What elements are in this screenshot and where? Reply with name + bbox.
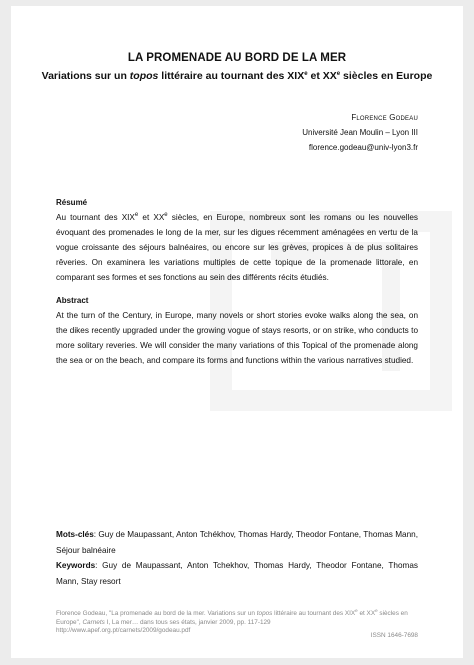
subtitle-text: littéraire au tournant des XIX [158, 70, 305, 82]
author-name: Florence Godeau [351, 113, 418, 122]
article-title: LA PROMENADE AU BORD DE LA MER [127, 52, 347, 64]
resume-text: et XX [138, 213, 165, 222]
resume-superscript: e [164, 212, 168, 218]
subtitle-superscript: e [336, 71, 341, 77]
keywords-fr-label: Mots-clés [56, 530, 94, 539]
citation-text: I, La mer… dans tous ses états, janvier 2009, pp. 117-129 [104, 618, 271, 626]
author-block [302, 110, 418, 155]
article-subtitle [0, 70, 474, 82]
citation-superscript: e [355, 608, 358, 613]
abstract-heading: Abstract [56, 296, 89, 305]
resume-text: Au tournant des XIX [56, 213, 135, 222]
citation-text: littéraire au tournant des XIX [272, 610, 356, 618]
author-email: florence.godeau@univ-lyon3.fr [308, 143, 418, 152]
resume-superscript: e [134, 212, 139, 218]
subtitle-text: siècles en Europe [340, 70, 433, 82]
resume-body [56, 210, 418, 285]
citation-text: siècles en Europe", [56, 610, 408, 626]
citation-url[interactable]: http://www.apef.org.pt/carnets/2009/godeau.pdf [56, 626, 191, 634]
resume-heading: Résumé [56, 198, 88, 207]
citation-superscript: e [375, 608, 378, 613]
subtitle-text: Variations sur un [41, 70, 130, 82]
citation-italic: topos [256, 610, 273, 618]
resume-text: siècles, en Europe, nombreux sont les romans ou les nouvelles évoquant des promenades le long de la mer, sur les digues récemment aménagées en vertu de la vogue croissante des séjours balnéaires, ou encore sur les grèves, propices à de plus solitaires rêveries. On examinera les variations multiples de cette topique de la promenade littorale, en comparant ses formes et ses fonctions au sein des différents récits étudiés. [56, 213, 418, 282]
keywords-en [56, 558, 418, 589]
keywords-en-text: : Guy de Maupassant, Anton Tchekhov, Thomas Hardy, Theodor Fontane, Thomas Mann, Stay resort [56, 561, 418, 586]
keywords-fr [56, 527, 418, 558]
keywords-en-label: Keywords [56, 561, 96, 570]
abstract-body: At the turn of the Century, in Europe, many novels or short stories evoke walks along the sea, on the dikes recently upgraded under the growing vogue of stays resorts, or on strike, who conducts to more solitary reveries. We will consider the many variations of this Topical of the promenade along the sea or on the beach, and compare its forms and functions within the various narratives studied. [56, 311, 418, 365]
keywords-fr-text: : Guy de Maupassant, Anton Tchékhov, Thomas Hardy, Theodor Fontane, Thomas Mann, Séjour balnéaire [56, 530, 418, 555]
citation-text: Florence Godeau, "La promenade au bord de la mer. Variations sur un [56, 610, 257, 618]
issn-number: ISSN 1646-7698 [370, 632, 418, 639]
subtitle-italic: topos [129, 70, 159, 82]
citation-text: et XX [357, 610, 376, 618]
subtitle-superscript: e [304, 71, 308, 77]
author-affiliation: Université Jean Moulin – Lyon III [302, 128, 418, 137]
subtitle-text: et XX [307, 70, 337, 82]
citation-italic: Carnets [82, 618, 105, 626]
